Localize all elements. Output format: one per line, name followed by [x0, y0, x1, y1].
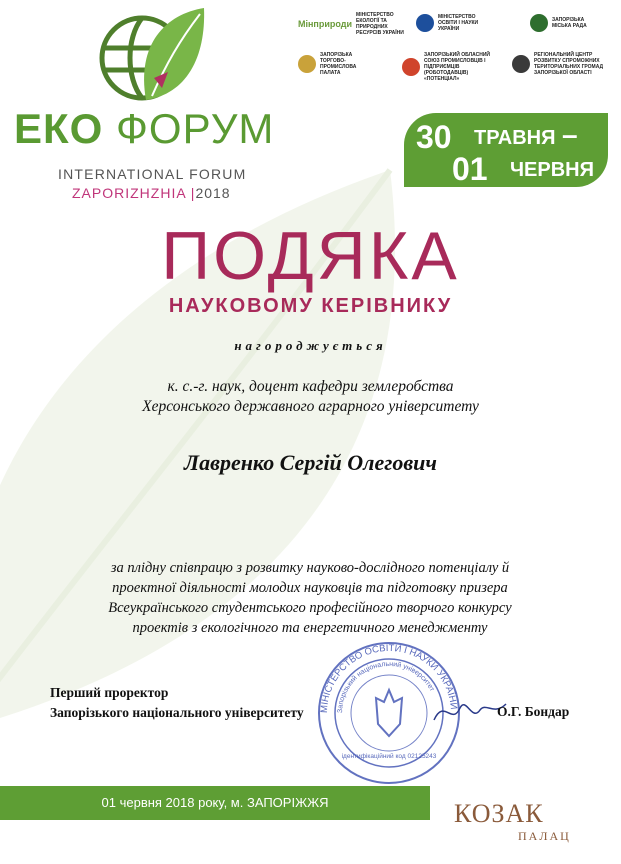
partner-text: ЗАПОРІЗЬКИЙ ОБЛАСНИЙ СОЮЗ ПРОМИСЛОВЦІВ І ПІДПРИЄМЦІВ (РОБОТОДАВЦІВ) «ПОТЕНЦІАЛ»	[424, 52, 491, 82]
start-month: ТРАВНЯ	[474, 127, 556, 149]
stamp-code: ідентифікаційний код 02125243	[341, 753, 437, 760]
footer-date-place: 01 червня 2018 року, м. ЗАПОРІЖЖЯ	[101, 795, 329, 810]
signer-title: Перший проректор	[50, 685, 169, 700]
partner-city-council	[530, 14, 602, 32]
partner-text: МІНІСТЕРСТВО ЕКОЛОГІЇ ТА ПРИРОДНИХ РЕСУРСІВ УКРАЇНИ	[356, 12, 404, 36]
partner-regional-center	[512, 52, 608, 76]
awarded-label: нагороджується	[234, 338, 387, 353]
partner-brand: Мінприроди	[298, 19, 353, 29]
certificate-title: ПОДЯКА	[161, 218, 460, 294]
partner-text: ЗАПОРІЗЬКА ТОРГОВО-ПРОМИСЛОВА ПАЛАТА	[320, 52, 357, 76]
reason-line: проектної діяльності молодих науковців та підготовку призера	[112, 580, 508, 596]
sponsor-name: КОЗАК	[454, 799, 544, 828]
partner-text: МІНІСТЕРСТВО ОСВІТИ І НАУКИ УКРАЇНИ	[438, 14, 479, 32]
sponsor-subtitle: ПАЛАЦ	[518, 829, 571, 843]
stamp-inner-text: Запорізький національний університет	[336, 660, 436, 714]
forum-dates-box	[404, 113, 608, 187]
partner-chamber-of-commerce	[298, 52, 370, 76]
city-year-line	[72, 185, 231, 201]
union-emblem-icon	[402, 58, 420, 76]
title-eko: ЕКО	[14, 105, 104, 152]
end-month: ЧЕРВНЯ	[510, 159, 594, 181]
kozak-palace-logo-icon	[448, 790, 588, 850]
date-dash: –	[562, 119, 578, 150]
end-day: 01	[452, 151, 488, 187]
recipient-position-line1: к. с.-г. наук, доцент кафедри землеробства	[167, 378, 454, 395]
certificate-subtitle: НАУКОВОМУ КЕРІВНИКУ	[168, 295, 453, 317]
signer-block	[50, 683, 304, 723]
partner-logos	[298, 12, 608, 82]
eko-forum-logo-icon	[96, 4, 206, 108]
coat-of-arms-icon	[530, 14, 548, 32]
partner-text: ЗАПОРІЗЬКА МІСЬКА РАДА	[552, 17, 587, 29]
reason-line: Всеукраїнського студентського професійного творчого конкурсу	[108, 600, 512, 616]
recipient-position-line2: Херсонського державного аграрного університету	[142, 398, 479, 415]
city-label: ZAPORIZHZHIA	[72, 185, 186, 201]
partner-text: РЕГІОНАЛЬНИЙ ЦЕНТР РОЗВИТКУ СПРОМОЖНИХ ТЕРИТОРІАЛЬНИХ ГРОМАД ЗАПОРІЗЬКОЇ ОБЛАСТІ	[534, 52, 604, 76]
signer-name: О.Г. Бондар	[497, 704, 570, 719]
partner-ministry-education	[416, 14, 488, 32]
stamp-outer-text: МІНІСТЕРСТВО ОСВІТИ І НАУКИ УКРАЇНИ	[318, 642, 459, 714]
reason-line: за плідну співпрацю з розвитку науково-дослідного потенціалу й	[110, 560, 510, 576]
regional-center-icon	[512, 55, 530, 73]
reason-line: проектів з екологічного та енергетичного менеджменту	[132, 620, 488, 636]
city-separator: |	[190, 185, 196, 201]
international-forum-label: INTERNATIONAL FORUM	[58, 166, 247, 182]
title-forum: ФОРУМ	[116, 105, 275, 152]
forum-title	[14, 105, 275, 152]
award-reason	[30, 558, 590, 638]
start-day: 30	[416, 119, 452, 155]
partner-ministry-ecology	[298, 12, 406, 36]
partner-union-potential	[402, 52, 494, 82]
signer-institution: Запорізького національного університету	[50, 705, 304, 720]
recipient-name: Лавренко Сергій Олегович	[184, 450, 437, 475]
chamber-emblem-icon	[298, 55, 316, 73]
trident-icon	[416, 14, 434, 32]
year-label: 2018	[195, 185, 231, 201]
